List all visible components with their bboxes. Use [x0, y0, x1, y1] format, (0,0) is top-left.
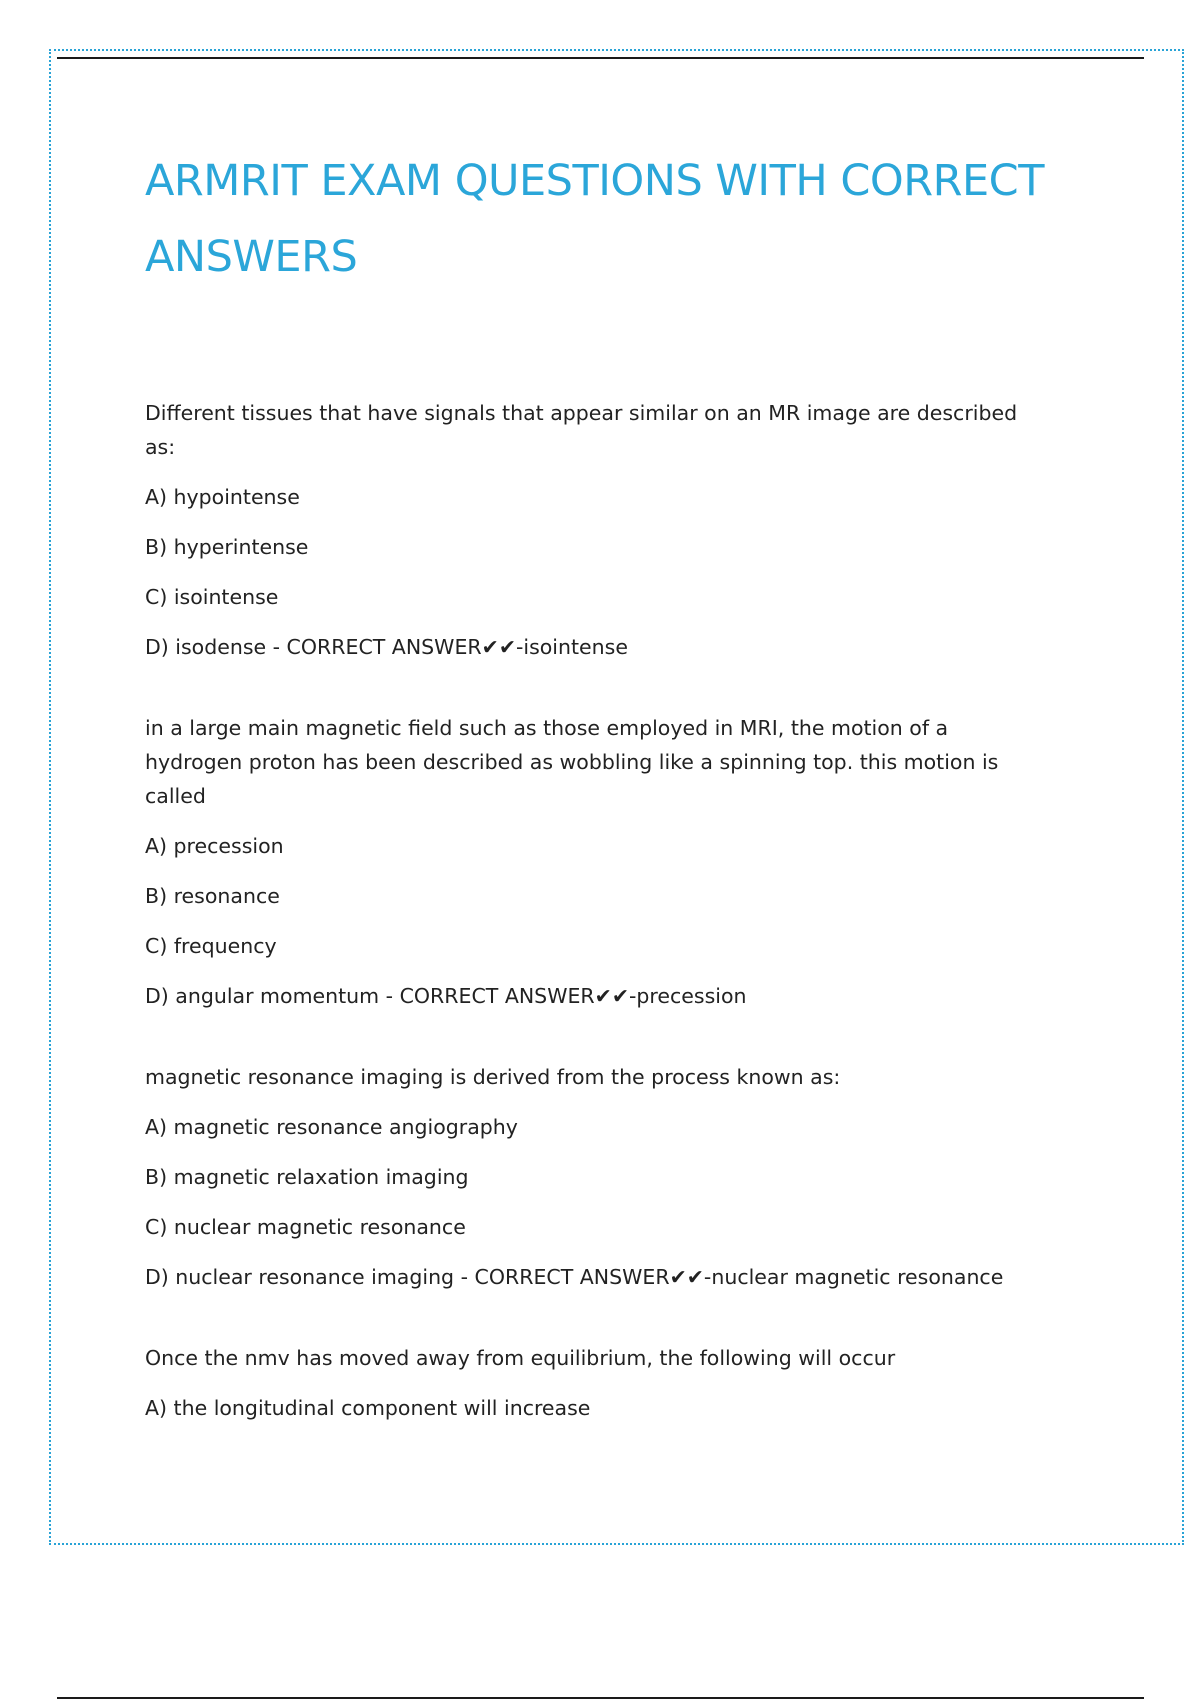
question-list — [145, 396, 1045, 1425]
question-text: in a large main magnetic field such as those employed in MRI, the motion of a hydrogen proton has been described as wobbling like a spinning top. this motion is called — [145, 716, 999, 808]
option-b: B) resonance — [145, 884, 280, 908]
question-text: magnetic resonance imaging is derived from the process known as: — [145, 1065, 841, 1089]
question-text: Once the nmv has moved away from equilibrium, the following will occur — [145, 1346, 896, 1370]
question-2 — [145, 711, 1045, 1013]
option-c: C) isointense — [145, 585, 279, 609]
option-c: C) nuclear magnetic resonance — [145, 1215, 466, 1239]
option-a: A) precession — [145, 834, 284, 858]
option-d-with-answer: D) angular momentum - CORRECT ANSWER✔✔-precession — [145, 984, 747, 1008]
question-text: Different tissues that have signals that appear similar on an MR image are described as: — [145, 401, 1018, 459]
option-a: A) hypointense — [145, 485, 300, 509]
question-3 — [145, 1060, 1045, 1294]
option-b: B) hyperintense — [145, 535, 309, 559]
question-1 — [145, 396, 1045, 664]
option-d-with-answer: D) isodense - CORRECT ANSWER✔✔-isointense — [145, 635, 628, 659]
footer-rule — [57, 1697, 1144, 1699]
option-a: A) the longitudinal component will increase — [145, 1396, 591, 1420]
document-title: ARMRIT EXAM QUESTIONS WITH CORRECT ANSWERS — [145, 156, 1044, 282]
question-4 — [145, 1341, 1045, 1425]
header-rule — [57, 57, 1144, 59]
option-b: B) magnetic relaxation imaging — [145, 1165, 469, 1189]
option-c: C) frequency — [145, 934, 277, 958]
option-a: A) magnetic resonance angiography — [145, 1115, 518, 1139]
option-d-with-answer: D) nuclear resonance imaging - CORRECT ANSWER✔✔-nuclear magnetic resonance — [145, 1265, 1004, 1289]
